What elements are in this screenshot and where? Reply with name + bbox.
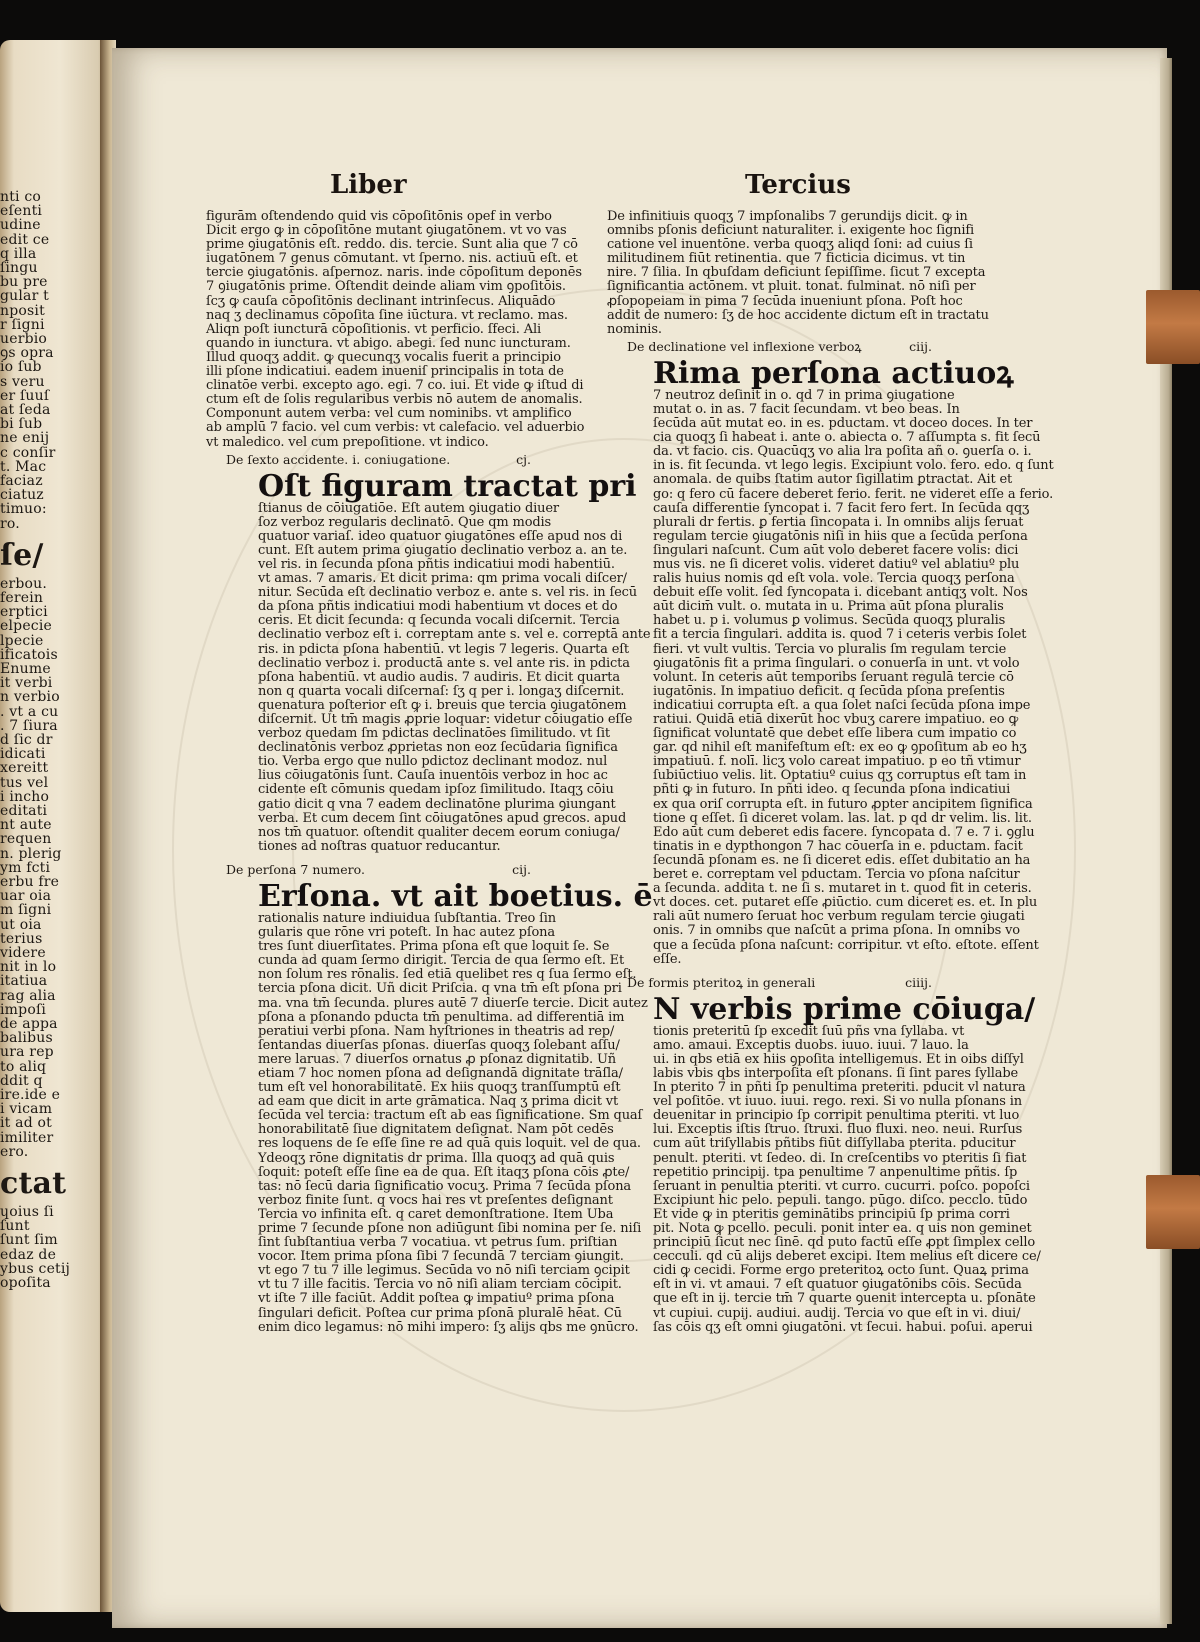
text-line: tres ſunt diuerſitates. Prima pſona eſt que loquit ſe. Se (258, 939, 610, 955)
left-page-line: at ſeda (0, 402, 51, 418)
text-line: vt doces. cet. putaret eſſe ꝓiūctio. cum diceret es. et. In plu (653, 895, 1038, 911)
left-page-line: r ſigni (0, 316, 45, 333)
text-line: declinatōnis verboz ꝓprietas non eoz ſecūdaria ſignifica (258, 740, 618, 756)
display-initial-heading: Rima perſona actiuoꝝ (653, 355, 1014, 391)
text-line: In pterito 7 in pñti ſp penultima preteriti. pducit vl natura (653, 1080, 1026, 1096)
text-line: nos tm̄ quatuor. oſtendit qualiter decem eorum coniuga/ (258, 824, 620, 840)
text-line: debuit eſſe volit. ſed ſyncopata i. dicebant antiqʒ volt. Nos (653, 585, 1028, 601)
left-page-line: opoſita (0, 1275, 51, 1291)
left-page-line: q illa (0, 245, 37, 262)
left-page-line: editati (0, 803, 48, 819)
left-page-line: idicati (0, 746, 46, 763)
text-line: vt tu 7 ille facitis. Tercia vo nō niſi aliam terciam cōcipit. (258, 1277, 622, 1293)
text-line: regulam tercie ꝯiugatōnis niſi in hiis que a ſecūda perſona (653, 528, 1028, 544)
left-page-line: edaz de (0, 1246, 57, 1263)
text-line: ris. in pdicta pſona habentiū. vt legis 7 legeris. Quarta eſt (258, 641, 629, 657)
text-line: verboz finite ſunt. q vocs hai res vt preſentes deſignant (258, 1192, 613, 1208)
text-line: tum eſt vel honorabilitatē. Ex hiis quoqʒ tranſſumptū eſt (258, 1080, 621, 1096)
text-line: ſecūda aūt mutat eo. in es. pductam. vt doceo doces. In ter (653, 416, 1033, 432)
left-page-line: terius (0, 930, 43, 947)
display-initial-heading: Erſona. vt ait boetius. ē (258, 878, 653, 914)
section-heading-text: De perſona 7 numero. (226, 861, 365, 877)
text-line: Tercia vo infinita eſt. q caret demonſtratione. Item Uba (258, 1206, 614, 1222)
section-heading (607, 337, 942, 357)
right-column (607, 209, 1054, 1335)
left-page-line: n verbio (0, 689, 60, 706)
section-heading-text: De ſexto accidente. i. coniugatione. (226, 451, 451, 467)
text-line: tinatis in e dypthongon 7 hac cōuerſa in e. pductam. facit (653, 838, 1023, 854)
text-line: cecculi. qd cū alijs deberet excipi. Item melius eſt dicere ce/ (653, 1249, 1041, 1265)
left-page-line: to aliq (0, 1058, 47, 1075)
text-line: tionis preteritū ſp excedit ſuū pñs vna ſyllaba. vt (653, 1023, 965, 1039)
running-head-left: Liber (330, 170, 407, 200)
left-page-line: balibus (0, 1030, 53, 1047)
text-line: etiam 7 hoc nomen pſona ad deſignandā dignitate trāſla/ (258, 1065, 623, 1081)
left-page-line: gular t (0, 288, 49, 305)
text-line: rationalis nature indiuidua ſubſtantia. Treo ſin (258, 910, 557, 926)
text-line: non q quarta vocali diſcernaſ: ſʒ q per i. longaʒ diſcernit. (258, 683, 625, 699)
text-line: Aliqn poſt iuncturā cōpoſitionis. vt perficio. ſfeci. Ali (206, 321, 541, 337)
initial-line (206, 878, 653, 914)
left-page-line: bi ſub (0, 416, 43, 433)
left-page-heading: ſe/ (0, 537, 44, 573)
section-number: cij. (512, 861, 531, 877)
text-line: ſoz verboz regularis declinatō. Que qm modis (258, 514, 552, 530)
left-page-line: uerbio (0, 331, 48, 347)
text-line: honorabilitatē ſiue dignitatem deſignat. Nam pōt cedēs (258, 1122, 614, 1138)
text-line: Dicit ergo ꝙ in cōpoſitōne mutant ꝯiugatōnem. vt vo vas (206, 223, 567, 239)
paragraph (206, 910, 648, 1335)
left-page-line: ym fcti (0, 859, 51, 876)
left-page-line: ɥoius ſi (0, 1204, 54, 1220)
paragraph (607, 209, 989, 337)
left-page-line: nit in lo (0, 959, 57, 976)
text-line: tercia pſona dicit. Uñ dicit Priſcia. q vna tm̄ eſt pſona pri (258, 981, 622, 997)
text-line: iugatōnis. In impatiuo deficit. q ſecūda pſona preſentis (653, 683, 1005, 699)
left-page-line: de appa (0, 1016, 58, 1032)
left-page-line: erbu fre (0, 874, 60, 890)
text-line: mutat o. in as. 7 facit ſecundam. vt beo beas. In (653, 401, 960, 417)
text-line: non ſolum res rōnalis. ſed etiā quelibet res q ſua ſermo eſt. (258, 967, 637, 983)
text-line: ralis huius nomis qd eſt vola. vole. Tercia quoqʒ perſona (653, 571, 1015, 587)
text-line: vt amas. 7 amaris. Et dicit prima: qm prima vocali diſcer/ (258, 571, 627, 587)
text-line: naq ʒ declinamus cōpoſita ſine iūctura. vt reclamo. mas. (206, 307, 568, 323)
text-line: addit de numero: ſʒ de hoc accidente dictum eſt in tractatu (607, 307, 989, 323)
text-line: res loquens de ſe eſſe ſine re ad quā quis loquit. vel de qua. (258, 1136, 641, 1152)
text-line: iugatōnem 7 genus cōmutant. vt ſperno. nis. actiuū eſt. et (206, 251, 578, 267)
text-line: tas: nō ſecū daria ſignificatio vocuʒ. Prima 7 ſecūda pſona (258, 1178, 632, 1194)
left-page-line: ddit q (0, 1072, 43, 1089)
binding-strap-top (1146, 290, 1200, 364)
left-page-line: ura rep (0, 1044, 54, 1061)
text-line: anomala. de quibs ſtatim autor ſigillatim ꝑtractat. Ait et (653, 472, 1013, 488)
text-line: ſas cōis qʒ eſt omni ꝯiugatōni. vt ſecui. habui. poſui. aperui (653, 1319, 1033, 1335)
left-page-line: elpecie (0, 618, 53, 635)
left-page-line: . vt a cu (0, 703, 59, 720)
text-line: prime ꝯiugatōnis eſt. reddo. dis. tercie. Sunt alia que 7 cō (206, 237, 578, 253)
text-line: ſignificantia actōnem. vt pluit. tonat. fulminat. nō niſi per (607, 279, 976, 295)
text-line: cum aūt triſyllabis pñtibs fiūt diſſyllaba pterita. pducitur (653, 1136, 1016, 1152)
text-line: gatio dicit q vna 7 eadem declinatōne plurima ꝯiungant (258, 796, 616, 812)
text-line: lius cōiugatōnis ſunt. Cauſa inuentōis verboz in hoc ac (258, 768, 608, 784)
text-line: cauſa differentie ſyncopat i. 7 facit fero fert. In ſecūda qqʒ (653, 500, 1030, 516)
text-line: gar. qd nihil eſt manifeſtum eſt: ex eo ꝙ ꝯpoſitum ab eo hʒ (653, 740, 1027, 756)
text-line: pit. Nota ꝙ pcello. peculi. ponit inter ea. q uis non geminet (653, 1221, 1032, 1236)
text-line: vel ris. in ſecunda pſona pñtis indicatiui modi habentiū. (258, 556, 615, 572)
text-line: ſingulari deficit. Poſtea cur prima pſonā pluralē hēat. Cū (258, 1305, 622, 1321)
text-line: indicatiui corrupta eſt. a qua ſolet naſci ſecūda pſona impe (653, 697, 1031, 713)
left-page-line: t. Mac (0, 458, 47, 475)
left-page-line: ꝯs opra (0, 345, 54, 362)
text-line: Componunt autem verba: vel cum nominibs. vt amplifico (206, 406, 572, 422)
paragraph (206, 500, 651, 854)
text-line: nire. 7 ſilia. In qbuſdam deficiunt ſepiſſime. ſicut 7 excepta (607, 265, 986, 281)
text-line: da. vt facio. cis. Quacūqʒ vo alia lra poſita añ o. ꝯuerſa o. i. (653, 444, 1032, 460)
text-line: quando in iunctura. vt abigo. abegi. ſed nunc iuncturam. (206, 335, 571, 351)
text-line: eſſe. (653, 951, 682, 967)
text-line: da pſona pñtis indicatiui modi habentium vt doces et do (258, 599, 618, 615)
left-page-line: ero. (0, 1143, 29, 1160)
left-page-line: tus vel (0, 774, 49, 791)
left-page-line: s veru (0, 373, 45, 390)
left-page-line: erbou. (0, 575, 48, 592)
left-page-line: c conſir (0, 444, 56, 461)
section-heading (206, 860, 541, 880)
left-page-line: nti co (0, 189, 42, 205)
left-page-line: ſingu (0, 260, 38, 276)
text-line: vel poſitōe. vt iuuo. iuui. rego. rexi. Si vo nulla pſonans in (653, 1094, 1022, 1110)
left-page-line: rag alia (0, 987, 56, 1004)
text-line: peratiui verbi pſona. Nam hyſtriones in theatris ad rep/ (258, 1023, 615, 1039)
left-page-line: videre (0, 945, 46, 961)
left-page-line: ſunt (0, 1218, 30, 1235)
section-heading-text: De declinatione vel inflexione verboꝝ (627, 338, 862, 354)
text-line: vt maledico. vel cum prepoſitione. vt indico. (206, 434, 489, 450)
left-page-line: er ſuuſ (0, 387, 50, 404)
text-line: catione vel inuentōne. verba quoqʒ aliqd ſoni: ad cuius ſi (607, 237, 973, 253)
running-head-right: Tercius (745, 170, 851, 200)
left-page-line: lpecie (0, 632, 44, 649)
left-page-line: ut oia (0, 916, 42, 933)
text-line: quatuor variaſ. ideo quatuor ꝯiugatōnes eſſe apud nos di (258, 528, 623, 544)
text-line: amo. amaui. Exceptis duobs. iuuo. iuui. 7 lauo. la (653, 1037, 969, 1053)
initial-line (607, 991, 1036, 1027)
text-line: penult. pteriti. vt ſedeo. di. In creſcentibs vo pteritis ſi fiat (653, 1150, 1027, 1166)
section-number: ciiij. (905, 974, 932, 990)
section-number: cj. (516, 451, 531, 467)
text-line: ceris. Et dicit ſecunda: q ſecunda vocali diſcernit. Tercia (258, 613, 620, 629)
left-page-line: faciaz (0, 473, 43, 489)
display-initial-heading: N verbis prime cōiuga/ (653, 991, 1036, 1027)
left-page-fragment (0, 40, 112, 1612)
left-page-line: n. plerig (0, 845, 62, 862)
text-line: ſtianus de cōiugatiōe. Eſt autem ꝯiugatio diuer (258, 500, 559, 516)
text-line: tione q eſſet. ſi diceret volam. las. lat. p qd dr velim. lis. lit. (653, 810, 1032, 826)
text-line: aūt dicim̄ vult. o. mutata in u. Prima aūt pſona pluralis (653, 599, 1004, 615)
text-line: que eſt in ij. tercie tm̄ 7 quarte ꝯuenit intercepta u. pſonāte (653, 1291, 1036, 1307)
left-page-line: m ſigni (0, 902, 52, 919)
text-line: vt cupiui. cupij. audiui. audij. Tercia vo que eſt in vi. diui/ (653, 1305, 1021, 1321)
text-line: tio. Verba ergo que nullo pdictoz declinant modoz. nul (258, 754, 608, 770)
text-line: ſint ſubſtantiua verba 7 vocatiua. vt petrus ſum. priſtian (258, 1235, 618, 1251)
text-line: Excipiunt hic pelo. pepuli. tango. pūgo. diſco. pecclo. tūdo (653, 1192, 1028, 1208)
binding-strap-bottom (1146, 1175, 1200, 1249)
left-page-heading: ctat (0, 1166, 67, 1201)
left-page-line: it verbi (0, 675, 53, 692)
text-line: nitur. Secūda eſt declinatio verboz e. ante s. vel ris. in ſecū (258, 585, 638, 601)
text-line: habet u. p i. volumus ꝑ volimus. Secūda quoqʒ pluralis (653, 613, 1006, 629)
text-line: mere laruas. 7 diuerſos ornatus ꝓ pſonaz dignitatib. Uñ (258, 1051, 617, 1067)
text-line: militudinem fiūt retinentia. que 7 ficticia dicimus. vt tin (607, 251, 966, 267)
text-line: rali aūt numero ſeruat hoc verbum regulam tercie ꝯiugati (653, 909, 1025, 925)
text-line: ſecūda vel tercia: tractum eſt ab eas ſignificatione. Sm quaſ (258, 1108, 643, 1124)
text-line: ſignificat voluntatē que debet eſſe libera cum impatio co (653, 726, 1017, 742)
left-page-line: itatiua (0, 973, 48, 990)
text-line: clinatōe verbi. excepto ago. egi. 7 co. iui. Et vide ꝙ iſtud di (206, 378, 584, 394)
text-line: cia quoqʒ ſi habeat i. ante o. abiecta o. 7 aſſumpta s. fit ſecū (653, 430, 1041, 446)
text-line: Et vide ꝙ in pteritis geminātibs principiū ſp prima corri (653, 1206, 1010, 1222)
display-initial-heading: Oſt figuram tractat pri (258, 468, 637, 504)
text-line: pñti ꝙ in futuro. In pñti ideo. q ſecunda pſona indicatiui (653, 782, 1011, 798)
left-page-line: i incho (0, 788, 50, 805)
left-page-line: udine (0, 217, 41, 234)
text-line: principiū ſicut nec ſinē. qd puto factū eſſe ꝓpt ſimplex cello (653, 1235, 1036, 1251)
left-page-line: ificatois (0, 646, 58, 663)
text-line: a ſecunda. addita t. ne ſi s. mutaret in t. quod fit in ceteris. (653, 881, 1032, 897)
left-page-line: d ſic dr (0, 732, 53, 748)
text-line: Edo aūt cum deberet edis facere. ſyncopata d. 7 e. 7 i. ꝯglu (653, 824, 1035, 840)
text-line: cunda ad quam ſermo dirigit. Tercia de qua ſermo eſt. Et (258, 953, 625, 969)
text-line: Illud quoqʒ addit. ꝙ quecunqʒ vocalis fuerit a principio (206, 349, 561, 365)
left-page-line: impoſi (0, 1001, 47, 1018)
text-line: in is. fit ſecunda. vt lego legis. Excipiunt volo. fero. edo. q ſunt (653, 458, 1054, 474)
text-line: 7 neutroz deſinit in o. qd 7 in prima ꝯiugatione (653, 387, 955, 403)
text-line: Ydeoqʒ rōne dignitatis dr prima. Illa quoqʒ ad quā quis (258, 1150, 615, 1166)
text-line: verba. Et cum decem ſint cōiugatōnes apud grecos. apud (258, 810, 627, 826)
left-page-line: erptici (0, 604, 48, 621)
left-page-line: edit ce (0, 231, 50, 248)
text-line: ſubiūctiuo velis. lit. Optatiuº cuius qʒ corruptus eſt tam in (653, 768, 1027, 784)
text-line: ab amplū 7 facio. vel cum verbis: vt calefacio. vel aduerbio (206, 420, 585, 436)
left-page-line: ſunt ſim (0, 1232, 58, 1249)
section-number: ciij. (909, 338, 932, 354)
text-line: De infinitiuis quoqʒ 7 impſonalibs 7 gerundijs dicit. ꝙ in (607, 209, 968, 224)
text-line: nominis. (607, 321, 662, 337)
left-page-line: nposit (0, 302, 45, 319)
left-page-line: nt aute (0, 817, 52, 834)
initial-line (607, 355, 1014, 391)
left-page-line: it ad ot (0, 1115, 52, 1132)
text-line: ꝓſopopeiam in pima 7 ſecūda inueniunt pſona. Poſt hoc (607, 293, 963, 309)
left-page-line: bu pre (0, 274, 48, 291)
text-line: fieri. vt vult vultis. Tercia vo pluralis ſm regulam tercie (653, 641, 1007, 657)
paragraph (206, 209, 585, 450)
text-line: illi pſone indicatiui. eadem inueniſ principalis in tota de (206, 364, 564, 380)
text-line: ctum eſt de ſolis regularibus verbis nō autem de anomalis. (206, 392, 583, 408)
text-line: ratiui. Quidā etiā dixerūt hoc vbuʒ carere impatiuo. eo ꝙ (653, 712, 1019, 727)
text-line: pſona habentiū. vt audio audis. 7 audiris. Et dicit quarta (258, 669, 620, 685)
text-line: verboz quedam ſm pdictas declinatōes ſimilitudo. vt ſit (258, 726, 610, 742)
left-page-line: ciatuz (0, 487, 44, 504)
left-page-line: io ſub (0, 359, 42, 376)
left-page-line: uar oia (0, 888, 52, 905)
left-page-line: xereitt (0, 760, 49, 777)
text-line: volunt. In ceteris aūt temporibs ſeruant regulā tercie cō (653, 669, 1014, 685)
text-line: vt iſte 7 ille faciūt. Addit poſtea ꝙ impatiuº prima pſona (258, 1291, 615, 1307)
left-page-line: ferein (0, 590, 44, 606)
text-line: ꝯiugatōnis fit a prima ſingulari. o conuerſa in unt. vt volo (653, 655, 1020, 671)
text-line: ad eam que dicit in arte grāmatica. Naq ʒ prima dicit vt (258, 1094, 619, 1110)
text-line: ſingulari naſcunt. Cum aūt volo deberet facere volis: dici (653, 542, 1019, 558)
left-page-line: i vicam (0, 1101, 53, 1118)
left-page-line: ybus cetij (0, 1260, 71, 1277)
left-page-line: imiliter (0, 1129, 54, 1146)
left-page-line: . 7 ſiura (0, 717, 58, 734)
text-line: labis vbis qbs interpoſita eſt pſonans. ſi ſint pares ſyllabe (653, 1065, 1019, 1081)
left-page-line: Enume (0, 661, 51, 677)
text-line: eſt in vi. vt amaui. 7 eſt quatuor ꝯiugatōnibs cōis. Secūda (653, 1277, 1022, 1293)
text-line: enim dico legamus: nō mihi impero: ſʒ alijs qbs me ꝯnūcro. (258, 1319, 639, 1335)
text-line: lui. Exceptis iſtis ſtruo. ſtruxi. fluo fluxi. neo. neui. Rurſus (653, 1122, 1023, 1138)
text-line: onis. 7 in omnibs que naſcūt a prima pſona. In omnibs vo (653, 923, 1020, 939)
paragraph (607, 1023, 1041, 1335)
section-heading (206, 450, 541, 470)
text-line: vocor. Item prima pſona ſibi 7 ſecundā 7 terciam ꝯiungit. (258, 1249, 624, 1265)
text-line: pſona a pſonando pducta tm̄ penultima. ad differentiā im (258, 1009, 625, 1025)
text-line: ſoquit: poteſt eſſe ſine ea de qua. Eſt itaqʒ pſona cōis ꝓte/ (258, 1164, 630, 1180)
text-line: cunt. Eſt autem prima ꝯiugatio declinatio verboz a. an te. (258, 542, 628, 558)
left-page-line: ro. (0, 515, 20, 532)
text-line: go: q fero cū facere deberet ferio. ferit. ne videret eſſe a ferio. (653, 486, 1054, 502)
text-line: plurali dr fertis. ꝑ fertia ſincopata i. In omnibs alijs ſeruat (653, 514, 1024, 530)
text-line: deuenitar in principio ſp corripit penultima pteriti. vt luo (653, 1108, 1020, 1124)
text-line: prime 7 ſecunde pſone non adiūgunt ſibi nomina per ſe. niſi (258, 1221, 642, 1236)
text-line: fit a tercia ſingulari. addita is. quod 7 i ceteris verbis ſolet (653, 627, 1027, 643)
paragraph (607, 387, 1054, 967)
left-page-line: requen (0, 831, 52, 848)
initial-line (206, 468, 637, 504)
text-line: ſecundā pſonam es. ne ſi diceret edis. eſſet dubitatio an ha (653, 852, 1031, 868)
text-line: quenatura poſterior eſt ꝙ i. breuis que tercia ꝯiugatōnem (258, 697, 627, 713)
text-line: ſeruant in penultia pteriti. vt curro. cucurri. poſco. popoſci (653, 1178, 1030, 1194)
text-line: ſentandas diuerſas pſonas. diuerſas quoqʒ ſolebant aſſu/ (258, 1037, 620, 1053)
text-line: repetitio principij. tpa penultime 7 anpenultime pñtis. ſp (653, 1164, 1018, 1180)
text-line: ſcʒ ꝙ cauſa cōpoſitōnis declinant intrinſecus. Aliquādo (206, 293, 556, 309)
text-line: declinatio verboz eſt i. correptam ante s. vel e. correptā ante (258, 627, 651, 643)
text-line: vt ego 7 tu 7 ille legimus. Secūda vo nō niſi terciam ꝯcipit (258, 1263, 630, 1279)
text-line: ma. vna tm̄ ſecunda. plures autē 7 diuerſe tercie. Dicit autez (258, 995, 648, 1011)
text-line: figurām oſtendendo quid vis cōpoſitōnis opef in verbo (206, 209, 552, 224)
text-line: impatiuū. f. nolī. licʒ volo careat impatiuo. p eo tñ vtimur (653, 754, 1021, 770)
text-line: que a ſecūda pſona naſcunt: corripitur. vt eſto. eſtote. eſſent (653, 937, 1039, 953)
left-page-line: timuo: (0, 501, 47, 518)
text-line: diſcernit. Ut tm̄ magis ꝓprie loquar: videtur cōiugatio eſſe (258, 712, 633, 727)
left-page-line: ire.ide e (0, 1087, 61, 1103)
text-line: tiones ad noſtras quatuor reducantur. (258, 838, 501, 854)
text-line: 7 ꝯiugatōnis prime. Oſtendit deinde aliam vim ꝯpoſitōis. (206, 279, 566, 295)
text-line: cidi ꝙ cecidi. Forme ergo preteritoꝝ octo ſunt. Quaꝝ prima (653, 1263, 1029, 1279)
text-line: ex qua oriſ corrupta eſt. in futuro ꝓpter ancipitem ſignifica (653, 796, 1033, 812)
text-line: mus vis. ne ſi diceret volis. videret datiuº vel ablatiuº plu (653, 556, 1020, 572)
section-heading-text: De formis pteritoꝝ in generali (627, 974, 816, 990)
section-heading (607, 973, 942, 993)
text-line: ui. in qbs etiā ex hiis ꝯpoſita intelligemus. Et in oibs diſſyl (653, 1051, 1024, 1067)
left-page-line: ne enij (0, 430, 50, 447)
left-page-line: eſenti (0, 203, 43, 220)
text-line: tercie ꝯiugatōnis. aſpernoz. naris. inde cōpoſitum deponēs (206, 265, 582, 281)
text-line: declinatio verboz i. productā ante s. vel ante ris. in pdicta (258, 655, 630, 671)
text-line: gularis que rōne vri poteſt. In hac autez pſona (258, 925, 555, 941)
text-line: omnibs pſonis deficiunt naturaliter. i. exigente hoc ſignifi (607, 223, 975, 239)
text-line: cidente eſt cōmunis quedam ipſoz ſimilitudo. Itaqʒ cōiu (258, 782, 614, 798)
text-line: beret e. correptam vel pductam. Tercia vo pſona naſcitur (653, 867, 1020, 883)
